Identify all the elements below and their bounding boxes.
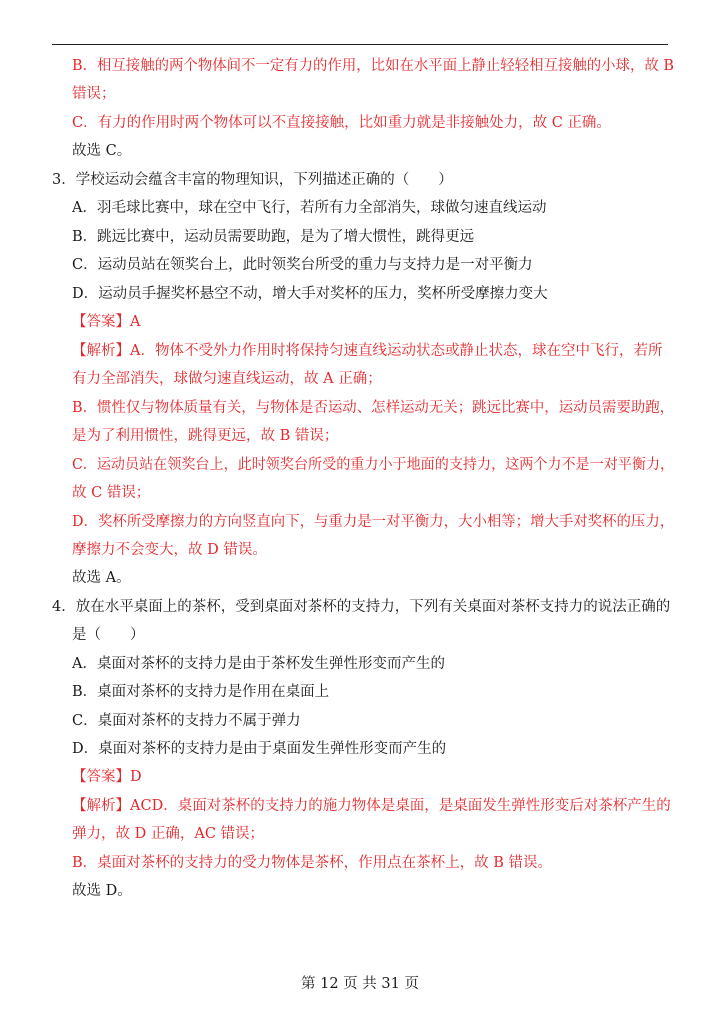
page-number-footer: 第 12 页 共 31 页: [301, 976, 419, 992]
q3-option-b: B．跳远比赛中，运动员需要助跑，是为了增大惯性，跳得更远: [72, 229, 475, 245]
q4-option-a: A．桌面对茶杯的支持力是由于茶杯发生弹性形变而产生的: [72, 656, 445, 672]
q3-analysis-line-3: B．惯性仅与物体质量有关，与物体是否运动、怎样运动无关；跳远比赛中，运动员需要助跑，: [72, 400, 675, 416]
q4-option-d: D．桌面对茶杯的支持力是由于桌面发生弹性形变而产生的: [72, 741, 447, 757]
prev-choice: 故选 C。: [72, 143, 132, 159]
prev-analysis-line-2: 错误；: [72, 86, 116, 102]
q3-option-d: D．运动员手握奖杯悬空不动，增大手对奖杯的压力，奖杯所受摩擦力变大: [72, 286, 548, 302]
prev-analysis-line-1: B．相互接触的两个物体间不一定有力的作用，比如在水平面上静止轻轻相互接触的小球，故 B: [72, 58, 674, 74]
prev-analysis-line-3: C．有力的作用时两个物体可以不直接接触，比如重力就是非接触处力，故 C 正确。: [72, 115, 611, 131]
q4-analysis-line-2: 弹力，故 D 正确，AC 错误；: [72, 826, 265, 842]
q3-analysis-line-2: 有力全部消失，球做匀速直线运动，故 A 正确；: [72, 371, 382, 387]
q3-choice: 故选 A。: [72, 570, 131, 586]
q3-analysis-line-7: D．奖杯所受摩擦力的方向竖直向下，与重力是一对平衡力，大小相等；增大手对奖杯的压力，: [72, 514, 675, 530]
q3-analysis-line-8: 摩擦力不会变大，故 D 错误。: [72, 542, 267, 558]
header-rule: [52, 44, 668, 45]
q4-stem-line-1: 4．放在水平桌面上的茶杯，受到桌面对茶杯的支持力，下列有关桌面对茶杯支持力的说法正确的: [52, 599, 671, 615]
q4-stem-line-2: 是（ ）: [72, 627, 145, 643]
q4-answer: 【答案】D: [72, 769, 142, 785]
q4-option-c: C．桌面对茶杯的支持力不属于弹力: [72, 713, 301, 729]
q4-analysis-line-3: B．桌面对茶杯的支持力的受力物体是茶杯，作用点在茶杯上，故 B 错误。: [72, 855, 553, 871]
q4-option-b: B．桌面对茶杯的支持力是作用在桌面上: [72, 684, 330, 700]
q3-option-a: A．羽毛球比赛中，球在空中飞行，若所有力全部消失，球做匀速直线运动: [72, 200, 547, 216]
q3-answer: 【答案】A: [72, 314, 141, 330]
q3-analysis-line-5: C．运动员站在领奖台上，此时领奖台所受的重力小于地面的支持力，这两个力不是一对平衡力，: [72, 457, 675, 473]
q4-choice: 故选 D。: [72, 883, 132, 899]
q3-stem: 3．学校运动会蕴含丰富的物理知识，下列描述正确的（ ）: [52, 172, 453, 188]
q4-analysis-line-1: 【解析】ACD．桌面对茶杯的支持力的施力物体是桌面，是桌面发生弹性形变后对茶杯产生的: [72, 798, 671, 814]
q3-analysis-line-1: 【解析】A．物体不受外力作用时将保持匀速直线运动状态或静止状态，球在空中飞行，若所: [72, 343, 663, 359]
q3-analysis-line-6: 故 C 错误；: [72, 485, 151, 501]
q3-option-c: C．运动员站在领奖台上，此时领奖台所受的重力与支持力是一对平衡力: [72, 257, 533, 273]
q3-analysis-line-4: 是为了利用惯性，跳得更远，故 B 错误；: [72, 428, 339, 444]
